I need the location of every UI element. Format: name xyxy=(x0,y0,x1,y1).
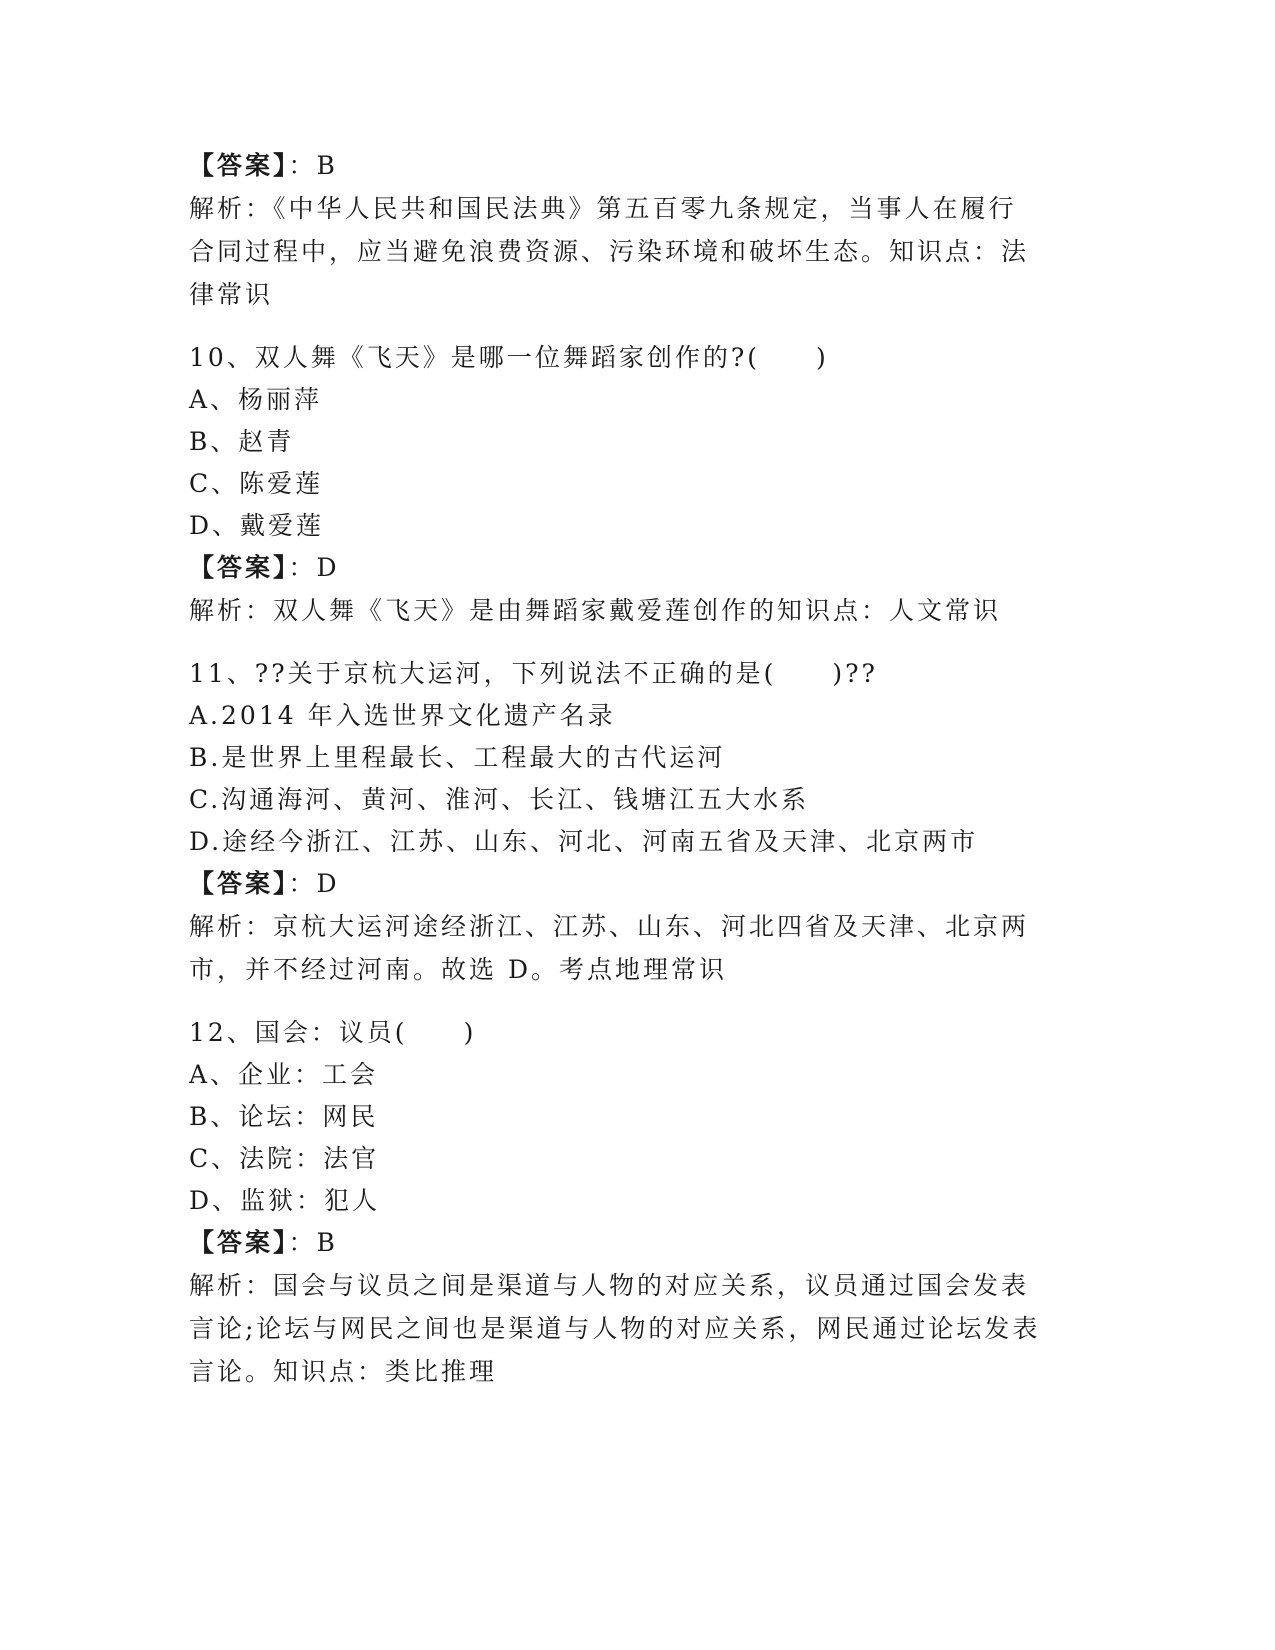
answer-label: 【 答案 】 xyxy=(189,869,289,898)
answer-value: ：D xyxy=(288,869,340,898)
analysis-line: 言论。知识点：类比推理 xyxy=(189,1357,498,1386)
option-d: D、监狱：犯人 xyxy=(189,1186,381,1215)
option-a: A、企业：工会 xyxy=(189,1060,379,1089)
answer-value: ：B xyxy=(288,151,338,180)
option-a: A、杨丽萍 xyxy=(189,385,323,414)
analysis-line: 解析：双人舞《飞天》是由舞蹈家戴爱莲创作的知识点：人文常识 xyxy=(189,596,1002,625)
analysis-line: 解析：京杭大运河途经浙江、江苏、山东、河北四省及天津、北京两 xyxy=(189,912,1030,941)
analysis-line: 律常识 xyxy=(189,280,274,309)
analysis xyxy=(189,905,1089,991)
analysis-line: 合同过程中，应当避免浪费资源、污染环境和破坏生态。知识点：法 xyxy=(189,237,1030,266)
option-b: B、论坛：网民 xyxy=(189,1102,379,1131)
answer-line xyxy=(189,1222,1089,1264)
option-c: C、法院：法官 xyxy=(189,1144,380,1173)
answer-label: 【 答案 】 xyxy=(189,553,289,582)
option-c: C.沟通海河、黄河、淮河、长江、钱塘江五大水系 xyxy=(189,785,810,814)
question-text: 10、双人舞《飞天》是哪一位舞蹈家创作的?( ) xyxy=(189,343,829,372)
question-text: 12、国会：议员( ) xyxy=(189,1018,477,1047)
analysis-line: 解析：《中华人民共和国民法典》第五百零九条规定，当事人在履行 xyxy=(189,194,1017,223)
answer-label: 【 答案 】 xyxy=(189,1228,289,1257)
question-text: 11、??关于京杭大运河，下列说法不正确的是( )?? xyxy=(189,659,878,688)
answer-value: ：D xyxy=(288,553,340,582)
analysis-line: 市，并不经过河南。故选 D。考点地理常识 xyxy=(189,955,727,984)
answer-line xyxy=(189,145,1089,187)
analysis xyxy=(189,589,1089,632)
answer-label: 【 答案 】 xyxy=(189,151,289,180)
answer-line xyxy=(189,547,1089,589)
option-d: D、戴爱莲 xyxy=(189,511,325,540)
option-a: A.2014 年入选世界文化遗产名录 xyxy=(189,701,616,730)
option-b: B、赵青 xyxy=(189,427,295,456)
page-content xyxy=(189,145,1089,1393)
option-b: B.是世界上里程最长、工程最大的古代运河 xyxy=(189,743,726,772)
analysis xyxy=(189,1264,1089,1393)
answer-line xyxy=(189,863,1089,905)
option-c: C、陈爱莲 xyxy=(189,469,324,498)
analysis-line: 解析：国会与议员之间是渠道与人物的对应关系，议员通过国会发表 xyxy=(189,1271,1030,1300)
analysis xyxy=(189,187,1089,316)
analysis-line: 言论;论坛与网民之间也是渠道与人物的对应关系，网民通过论坛发表 xyxy=(189,1314,1041,1343)
option-d: D.途经今浙江、江苏、山东、河北、河南五省及天津、北京两市 xyxy=(189,827,979,856)
answer-value: ：B xyxy=(288,1228,338,1257)
